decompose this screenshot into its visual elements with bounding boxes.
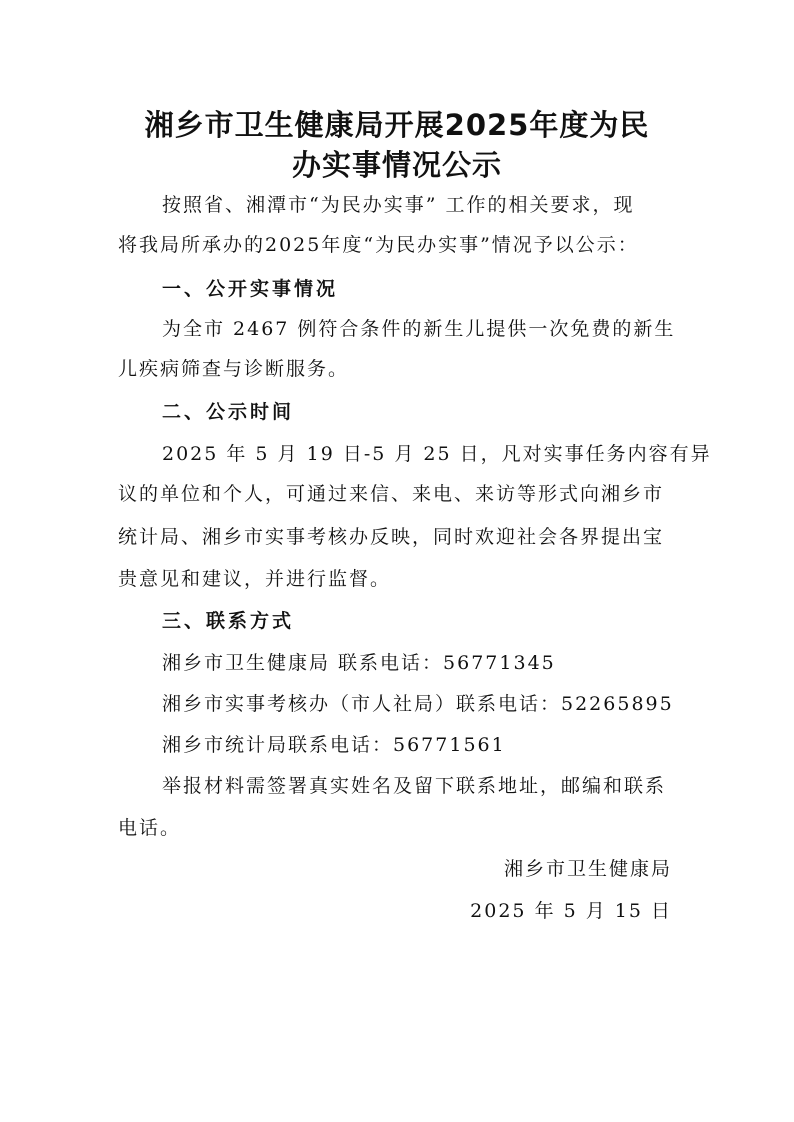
section1-heading: 一、公开实事情况 bbox=[162, 278, 339, 300]
section2-line3: 统计局、湘乡市实事考核办反映，同时欢迎社会各界提出宝 bbox=[118, 526, 665, 548]
intro-paragraph-line2: 将我局所承办的2025年度“为民办实事”情况予以公示： bbox=[118, 234, 639, 256]
document-date: 2025 年 5 月 15 日 bbox=[470, 900, 672, 922]
intro-paragraph-line1: 按照省、湘潭市“为民办实事” 工作的相关要求，现 bbox=[162, 194, 635, 216]
signature: 湘乡市卫生健康局 bbox=[503, 858, 672, 880]
section2-line1: 2025 年 5 月 19 日-5 月 25 日，凡对实事任务内容有异 bbox=[162, 443, 712, 465]
document-title-line1: 湘乡市卫生健康局开展2025年度为民 bbox=[144, 108, 650, 142]
report-note-line1: 举报材料需签署真实姓名及留下联系地址，邮编和联系 bbox=[162, 775, 667, 797]
contact-health-bureau: 湘乡市卫生健康局 联系电话：56771345 bbox=[162, 652, 556, 674]
section2-heading: 二、公示时间 bbox=[162, 401, 295, 423]
section1-line1: 为全市 2467 例符合条件的新生儿提供一次免费的新生 bbox=[162, 318, 676, 340]
contact-statistics-bureau: 湘乡市统计局联系电话：56771561 bbox=[162, 734, 506, 756]
section2-line2: 议的单位和个人，可通过来信、来电、来访等形式向湘乡市 bbox=[118, 483, 665, 505]
section3-heading: 三、联系方式 bbox=[162, 610, 295, 632]
section2-line4: 贵意见和建议，并进行监督。 bbox=[118, 568, 392, 590]
document-title-line2: 办实事情况公示 bbox=[291, 148, 502, 182]
contact-assessment-office: 湘乡市实事考核办（市人社局）联系电话：52265895 bbox=[162, 693, 674, 715]
section1-line2: 儿疾病筛查与诊断服务。 bbox=[118, 358, 350, 380]
report-note-line2: 电话。 bbox=[118, 817, 182, 839]
